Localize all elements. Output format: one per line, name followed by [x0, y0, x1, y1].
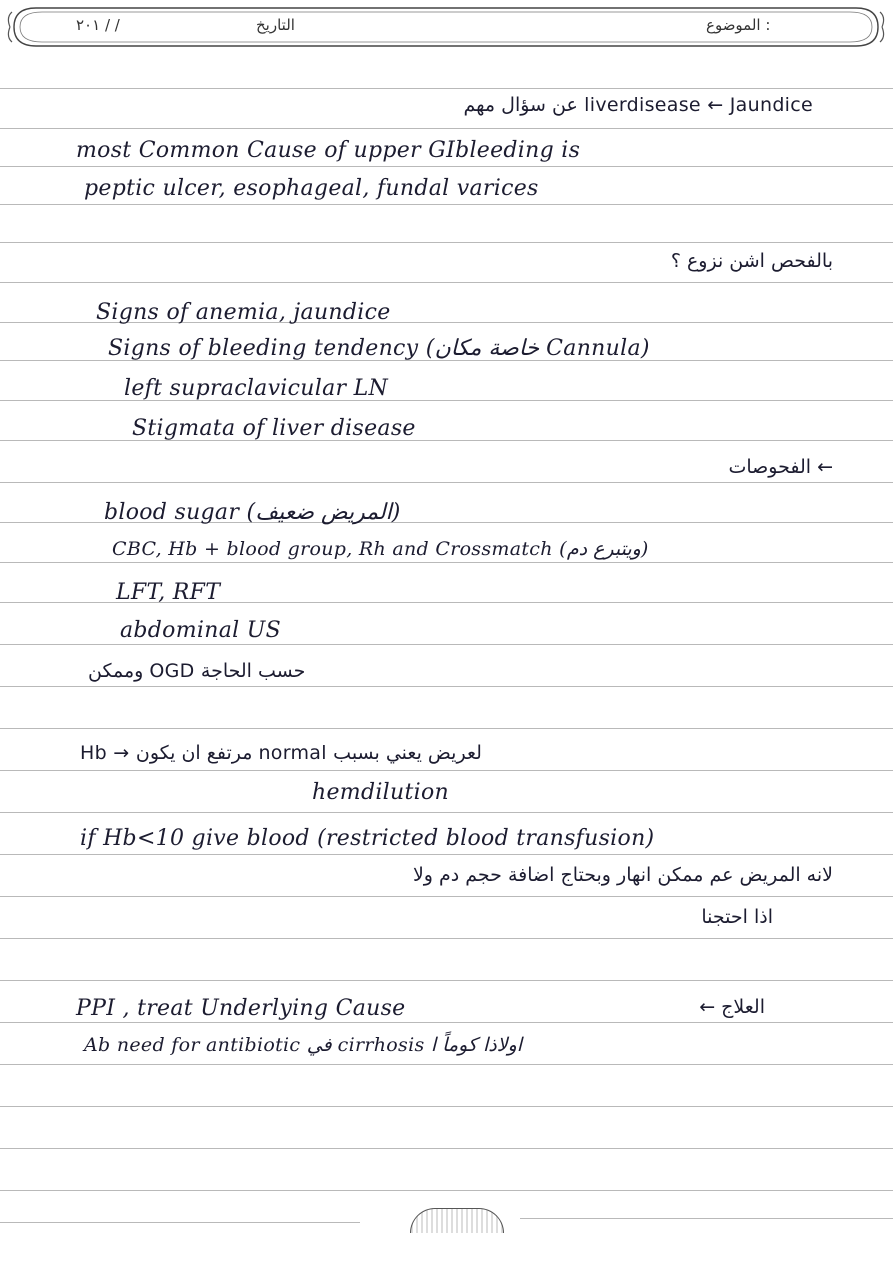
note-line: لانه المريض عم ممكن انهار وبحتاج اضافة حجم دم ولا [412, 864, 833, 886]
note-line: liverdisease ← Jaundice عن سؤال مهم [463, 94, 813, 116]
page-header [6, 2, 886, 52]
ruled-line [0, 728, 893, 729]
note-line: abdominal US [120, 618, 281, 643]
ruled-line [0, 1222, 360, 1223]
ruled-line [0, 980, 893, 981]
ruled-line [0, 1064, 893, 1065]
header-date-value: ٢٠١ / / [76, 16, 120, 34]
ruled-line [0, 686, 893, 687]
note-line: Signs of anemia, jaundice [96, 300, 391, 325]
note-line: اذا احتجنا [701, 906, 773, 928]
ruled-line [0, 204, 893, 205]
ruled-line [0, 1148, 893, 1149]
ruled-line [0, 166, 893, 167]
note-line: Ab need for antibiotic في cirrhosis اولاذا كوماً ا [84, 1034, 523, 1056]
ruled-line [0, 770, 893, 771]
ruled-line [520, 1218, 893, 1219]
note-line: PPI , treat Underlying Cause [76, 996, 406, 1021]
note-line: Hb → مرتفع ان يكون normal لعريض يعني بسبب [80, 742, 482, 764]
ruled-line [0, 282, 893, 283]
ruled-line [0, 854, 893, 855]
note-line: العلاج ← [699, 996, 765, 1018]
ruled-line [0, 1190, 893, 1191]
note-line: Signs of bleeding tendency (خاصة مكان Cannula) [108, 336, 650, 361]
note-line: بالفحص اشن نزوع ؟ [670, 250, 833, 272]
note-line: peptic ulcer, esophageal, fundal varices [84, 176, 539, 201]
ruled-line [0, 1106, 893, 1107]
paper-brand-logo [410, 1208, 504, 1233]
note-line: وممكن OGD حسب الحاجة [88, 660, 306, 682]
note-line: Stigmata of liver disease [132, 416, 416, 441]
ruled-line [0, 644, 893, 645]
note-line: ← الفحوصات [728, 456, 833, 478]
header-date-label: التاريخ [256, 16, 295, 34]
note-line: left supraclavicular LN [124, 376, 389, 401]
note-line: if Hb<10 give blood (restricted blood transfusion) [80, 826, 655, 851]
note-line: most Common Cause of upper GIbleeding is [76, 138, 581, 163]
ruled-line [0, 812, 893, 813]
ruled-line [0, 482, 893, 483]
ruled-line [0, 1022, 893, 1023]
note-line: LFT, RFT [116, 580, 221, 605]
header-subject-label: الموضوع : [706, 16, 771, 34]
ruled-line [0, 562, 893, 563]
note-line: CBC, Hb + blood group, Rh and Crossmatch (ويتبرع دم) [112, 538, 649, 560]
ruled-line [0, 938, 893, 939]
ruled-line [0, 242, 893, 243]
note-line: blood sugar (المريض ضعيف) [104, 500, 401, 525]
ruled-line [0, 128, 893, 129]
note-line: hemdilution [312, 780, 449, 805]
ruled-line [0, 896, 893, 897]
ruled-line [0, 88, 893, 89]
